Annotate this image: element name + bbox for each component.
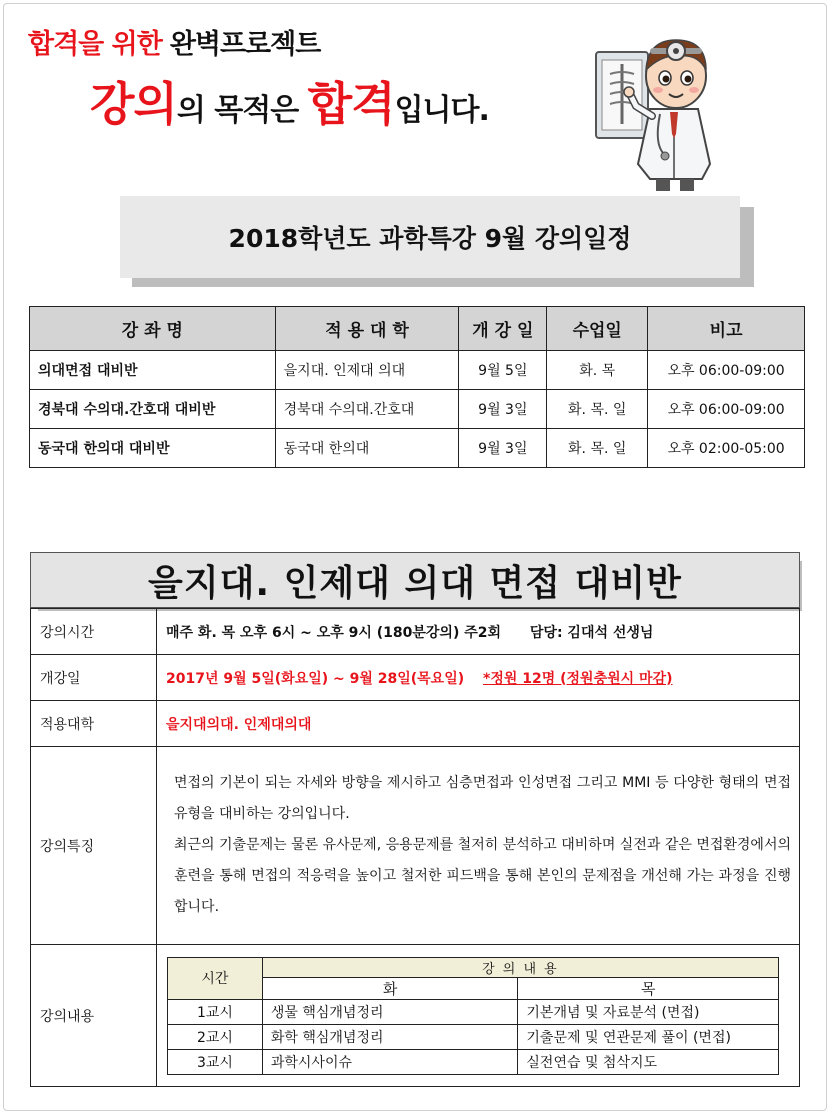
curriculum-day-tuesday: 화: [262, 977, 518, 999]
table-row: [168, 1024, 779, 1049]
thursday-topic-cell: 기출문제 및 연관문제 풀이 (면접): [518, 1024, 779, 1049]
header-university: 적 용 대 학: [275, 307, 459, 351]
curriculum-table: [167, 957, 779, 1075]
start-date-cell: 9월 3일: [459, 429, 547, 468]
header-note: 비고: [648, 307, 805, 351]
slogan-pass-word: 합격: [307, 77, 395, 131]
slogan-black-text: 완벽프로젝트: [169, 29, 321, 60]
table-row: [30, 429, 805, 468]
schedule-title: 2018학년도 과학특강 9월 강의일정: [228, 224, 632, 253]
course-name-cell: 동국대 한의대 대비반: [30, 429, 276, 468]
detail-row-university: [31, 701, 800, 747]
start-date-cell: 9월 5일: [459, 351, 547, 390]
curriculum-time-header: 시간: [168, 957, 263, 999]
time-label: 강의시간: [31, 609, 157, 655]
period-cell: 1교시: [168, 999, 263, 1024]
course-name-cell: 경북대 수의대.간호대 대비반: [30, 390, 276, 429]
content-value-cell: [157, 945, 800, 1087]
table-row: [30, 390, 805, 429]
note-cell: 오후 06:00-09:00: [648, 351, 805, 390]
university-label: 적용대학: [31, 701, 157, 747]
course-detail-table: [30, 608, 800, 1087]
slogan-middle-text: 의 목적은: [176, 93, 308, 128]
university-cell: 을지대. 인제대 의대: [275, 351, 459, 390]
time-value: 매주 화. 목 오후 6시 ~ 오후 9시 (180분강의) 주2회: [166, 624, 502, 641]
class-days-cell: 화. 목. 일: [547, 390, 648, 429]
university-cell: 경북대 수의대.간호대: [275, 390, 459, 429]
class-days-cell: 화. 목: [547, 351, 648, 390]
table-row: [168, 1049, 779, 1074]
feature-value-cell: [157, 747, 800, 945]
thursday-topic-cell: 실전연습 및 첨삭지도: [518, 1049, 779, 1074]
feature-paragraph-1: 면접의 기본이 되는 자세와 방향을 제시하고 심층면접과 인성면접 그리고 MMI 등 다양한 형태의 면접유형을 대비하는 강의입니다.: [174, 775, 791, 822]
curriculum-day-thursday: 목: [518, 977, 779, 999]
table-row: [30, 351, 805, 390]
detail-row-open: [31, 655, 800, 701]
schedule-table: [29, 306, 805, 468]
doctor-illustration-icon: [590, 14, 730, 194]
note-cell: 오후 06:00-09:00: [648, 390, 805, 429]
header-start-date: 개 강 일: [459, 307, 547, 351]
start-date-cell: 9월 3일: [459, 390, 547, 429]
slogan-lecture-word: 강의: [90, 77, 177, 131]
header-course-name: 강 좌 명: [30, 307, 276, 351]
course-title: 을지대. 인제대 의대 면접 대비반: [148, 562, 682, 604]
schedule-title-banner: [120, 196, 740, 278]
curriculum-header-row: [168, 957, 779, 977]
course-title-banner: [30, 552, 800, 608]
teacher-name: 담당: 김대석 선생님: [529, 624, 654, 641]
period-cell: 2교시: [168, 1024, 263, 1049]
slogan-line-1: [28, 22, 320, 61]
tuesday-topic-cell: 화학 핵심개념정리: [262, 1024, 518, 1049]
university-value: 을지대의대. 인제대의대: [157, 701, 800, 747]
tuesday-topic-cell: 과학시사이슈: [262, 1049, 518, 1074]
university-cell: 동국대 한의대: [275, 429, 459, 468]
note-cell: 오후 02:00-05:00: [648, 429, 805, 468]
tuesday-topic-cell: 생물 핵심개념정리: [262, 999, 518, 1024]
period-cell: 3교시: [168, 1049, 263, 1074]
table-row: [168, 999, 779, 1024]
curriculum-content-header: 강 의 내 용: [262, 957, 778, 977]
slogan-line-2: [90, 68, 489, 134]
open-label: 개강일: [31, 655, 157, 701]
thursday-topic-cell: 기본개념 및 자료분석 (면접): [518, 999, 779, 1024]
feature-label: 강의특징: [31, 747, 157, 945]
detail-row-feature: [31, 747, 800, 945]
content-label: 강의내용: [31, 945, 157, 1087]
detail-row-content: [31, 945, 800, 1087]
course-name-cell: 의대면접 대비반: [30, 351, 276, 390]
open-date-value: 2017년 9월 5일(화요일) ~ 9월 28일(목요일): [166, 670, 465, 687]
time-value-cell: [157, 609, 800, 655]
slogan-end-text: 입니다.: [394, 93, 489, 128]
capacity-note: *정원 12명 (정원충원시 마감): [483, 670, 673, 687]
feature-paragraph-2: 최근의 기출문제는 물론 유사문제, 응용문제를 철저히 분석하고 대비하며 실전과 같은 면접환경에서의 훈련을 통해 면접의 적응력을 높이고 철저한 피드백을 통해 본인의 문제점을 개선해 가는 과정을 진행합니다.: [174, 837, 791, 915]
class-days-cell: 화. 목. 일: [547, 429, 648, 468]
schedule-header-row: [30, 307, 805, 351]
header-class-days: 수업일: [547, 307, 648, 351]
detail-row-time: [31, 609, 800, 655]
slogan-red-text: 합격을 위한: [28, 29, 162, 60]
open-value-cell: [157, 655, 800, 701]
